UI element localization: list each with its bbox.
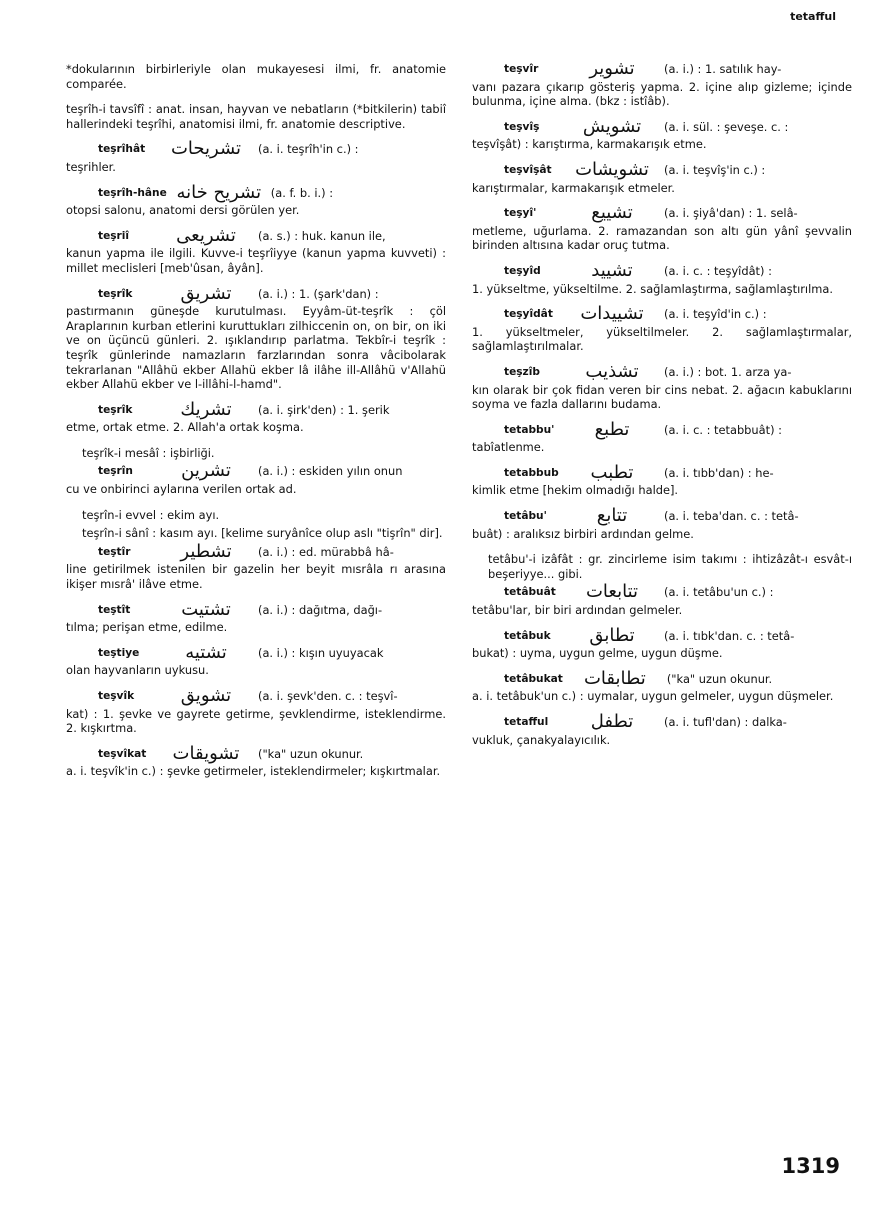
entry-arabic-script: تشويقات <box>172 742 240 764</box>
dictionary-entry <box>472 418 852 455</box>
entry-definition: vanı pazara çıkarıp gösteriş yapma. 2. içine alıp gizleme; içinde bulunma, içine alma. (bkz : istîâb). <box>472 79 852 109</box>
entry-arabic-script: تشرين <box>181 460 231 482</box>
dictionary-entry <box>472 202 852 253</box>
entry-arabic-script: تطبع <box>594 418 630 440</box>
entry-head <box>472 505 852 527</box>
entry-head <box>472 711 852 732</box>
entry-head <box>472 624 852 646</box>
dictionary-entry <box>472 461 852 498</box>
entry-arabic-script: تشذيب <box>585 360 639 382</box>
left-column <box>66 62 446 790</box>
entry-lemma: teşyîdât <box>504 308 553 321</box>
entry-definition: tetâbu'lar, bir biri ardından gelmeler. <box>472 603 683 618</box>
entry-definition: karıştırmalar, karmakarışık etmeler. <box>472 180 675 195</box>
dictionary-entry <box>66 685 446 736</box>
entry-lemma: teşrîk <box>98 403 133 416</box>
entry-arabic-script: تشويشات <box>575 158 649 180</box>
entry-head <box>472 158 852 180</box>
dictionary-entry <box>472 158 852 195</box>
dictionary-entry <box>472 58 852 109</box>
entry-arabic-script: تتابعات <box>585 581 639 603</box>
entry-head <box>472 667 852 689</box>
dictionary-entry <box>66 598 446 635</box>
entry-definition: kanun yapma ile ilgili. Kuvve-i teşrîiyye (kanun yapma kuvveti) : millet meclisleri [meb'ûsan, âyân]. <box>66 246 446 275</box>
entry-arabic-script: تشوير <box>589 58 635 79</box>
entry-definition: cu ve onbirinci aylarına verilen ortak ad. <box>66 482 297 497</box>
entry-lemma: teşvîk <box>98 690 135 702</box>
entry-grammar: (a. i. tufl'dan) : dalka- <box>664 715 787 729</box>
entry-definition: line getirilmek istenilen bir gazelin her beyit mısrâla rı arasına ikişer mısrâ' ilâve etme. <box>66 562 446 592</box>
entry-arabic-script: تشريحات <box>170 138 242 160</box>
entry-grammar: (a. i.) : kışın uyuyacak <box>258 645 384 660</box>
entry-lemma: teşriî <box>98 229 130 242</box>
entry-head <box>66 282 446 304</box>
dictionary-entry <box>472 667 852 704</box>
entry-lemma: teşrîn <box>98 465 133 478</box>
dictionary-entry <box>472 711 852 747</box>
entry-head <box>472 259 852 281</box>
entry-definition: vukluk, çanakyalayıcılık. <box>472 732 611 747</box>
entry-arabic-script: تطفل <box>590 711 634 732</box>
entry-arabic-script: تشويق <box>180 685 232 706</box>
entry-definition: kimlik etme [hekim olmadığı halde]. <box>472 483 679 498</box>
entry-arabic-script: تشريعى <box>176 224 236 246</box>
entry-definition: pastırmanın güneşde kurutulması. Eyyâm-üt-teşrîk : çöl Araplarının kurban etlerini kuruttukları zilhiccenin on, on bir, on iki ve on üçüncü günleri. 2. ışıklandırıp parlatma. Tekbîr-i teşrîk : teşrîk günlerinde namazların farzlarından sonra vâcibolarak tekrarlanan "Allâhü ekber Allahü ekber lâ ilâhe ill-Allâhü v'Allahü ekber Allahü ekber ve l-illâhi-l-hamd". <box>66 304 446 392</box>
entry-arabic-script: تشييد <box>591 259 633 281</box>
entry-head <box>66 460 446 482</box>
dictionary-entry <box>472 115 852 152</box>
entry-arabic-script: تشويش <box>582 115 642 137</box>
entry-head <box>66 742 446 764</box>
entry-definition: bukat) : uyma, uygun gelme, uygun düşme. <box>472 646 723 661</box>
entry-head <box>472 58 852 79</box>
entry-head <box>472 360 852 382</box>
entry-definition: olan hayvanların uykusu. <box>66 663 209 678</box>
dictionary-entry <box>472 552 852 581</box>
dictionary-entry <box>66 282 446 392</box>
entry-lemma: teşvîr <box>504 63 539 75</box>
running-head: tetafful <box>790 10 836 23</box>
entry-lemma: tetafful <box>504 716 549 728</box>
entry-definition: kın olarak bir çok fidan veren bir cins nebat. 2. ağacın kabuklarını soyma ve fazla dallarını budama. <box>472 382 852 412</box>
dictionary-entry <box>66 460 446 497</box>
dictionary-entry <box>66 398 446 435</box>
entry-grammar: (a. i. c. : tetabbuât) : <box>664 422 782 437</box>
entry-lemma: tetâbuk <box>504 629 551 642</box>
entry-lemma: tetâbu' <box>504 510 547 523</box>
dictionary-entry <box>66 742 446 779</box>
entry-arabic-script: تشريح خانه <box>176 181 262 203</box>
entry-lemma: teşvîkat <box>98 747 147 760</box>
entry-grammar: (a. i. teşrîh'in c.) : <box>258 142 359 157</box>
entry-lemma: teşvîşât <box>504 163 552 176</box>
entry-lemma: teşrîk <box>98 287 133 300</box>
entry-head <box>66 138 446 160</box>
dictionary-entry <box>66 224 446 276</box>
entry-grammar: (a. i.) : bot. 1. arza ya- <box>664 364 792 379</box>
dictionary-entry <box>66 446 446 461</box>
sub-entry: teşrîn-i evvel : ekim ayı. <box>82 507 220 522</box>
entry-lemma: teşrîh-hâne <box>98 186 167 199</box>
entry-head <box>472 303 852 325</box>
entry-arabic-script: تشطير <box>180 540 232 562</box>
entry-definition: metleme, uğurlama. 2. ramazandan son altı gün yânî şevvalin birinden altısına kadar oruç tutma. <box>472 223 852 253</box>
entry-grammar: (a. i.) : ed. mürabbâ hâ- <box>258 544 394 559</box>
entry-lemma: tetabbu' <box>504 423 555 436</box>
entry-head <box>66 224 446 246</box>
entry-grammar: (a. i.) : dağıtma, dağı- <box>258 602 383 617</box>
sub-entry-teshrih-i-tavsifi: teşrîh-i tavsîfî : anat. insan, hayvan ve nebatların (*bitkilerin) tabiî hallerindeki teşrîhi, anatomisi ilmi, fr. anatomie descriptive. <box>66 102 446 131</box>
entry-grammar: (a. i. tıbk'dan. c. : tetâ- <box>664 628 795 643</box>
continued-text: *dokularının birbirleriyle olan mukayesesi ilmi, fr. anatomie comparée. <box>66 62 446 91</box>
entry-arabic-script: تشريق <box>180 282 232 304</box>
dictionary-entry <box>66 181 446 218</box>
entry-lemma: teştîr <box>98 545 131 558</box>
entry-arabic-script: تشييدات <box>580 303 644 325</box>
entry-head <box>66 540 446 562</box>
entry-lemma: tetâbuât <box>504 586 556 599</box>
entry-head <box>66 598 446 620</box>
entry-arabic-script: تشتيت <box>181 598 231 620</box>
sub-entry: teşrîk-i mesâî : işbirliği. <box>82 445 215 460</box>
dictionary-entry <box>472 303 852 354</box>
dictionary-entry <box>66 508 446 523</box>
entry-arabic-script: تتابع <box>596 505 628 527</box>
entry-arabic-script: تطابق <box>589 624 635 646</box>
entry-lemma: teştiye <box>98 646 140 659</box>
entry-lemma: teşzîb <box>504 365 540 378</box>
entry-definition: 1. yükseltme, yükseltilme. 2. sağlamlaştırma, sağlamlaştırılma. <box>472 281 833 296</box>
entry-definition: a. i. teşvîk'in c.) : şevke getirmeler, isteklendirmeler; kışkırtmalar. <box>66 764 441 779</box>
entry-arabic-script: تطبب <box>590 461 634 483</box>
entry-grammar: (a. i. c. : teşyîdât) : <box>664 263 772 278</box>
entry-lemma: teşyî' <box>504 207 537 220</box>
sub-entry: teşrîn-i sânî : kasım ayı. [kelime suryânîce olup aslı "tişrîn" dir]. <box>82 526 443 541</box>
entry-grammar: (a. f. b. i.) : <box>270 185 334 200</box>
dictionary-entry <box>66 540 446 592</box>
entry-grammar: ("ka" uzun okunur. <box>258 746 364 761</box>
entry-definition: buât) : aralıksız birbiri ardından gelme. <box>472 526 694 541</box>
entry-head <box>66 181 446 203</box>
entry-definition: teşrihler. <box>66 159 116 174</box>
dictionary-entry <box>472 581 852 618</box>
entry-arabic-script: تشييع <box>591 202 633 224</box>
entry-lemma: tetâbukat <box>504 672 563 685</box>
entry-definition: teşvîşât) : karıştırma, karmakarışık etme. <box>472 137 707 152</box>
entry-head <box>66 398 446 420</box>
entry-head <box>66 685 446 706</box>
entry-grammar: (a. i. tetâbu'un c.) : <box>664 585 774 600</box>
entry-head <box>66 641 446 663</box>
entry-grammar: (a. i. teba'dan. c. : tetâ- <box>664 509 799 524</box>
dictionary-entry <box>66 138 446 174</box>
entry-head <box>472 115 852 137</box>
sub-entry: tetâbu'-i izâfât : gr. zincirleme isim takımı : ihtizâzât-ı esvât-ı beşeriyye... gibi. <box>488 552 852 581</box>
dictionary-entry <box>472 505 852 541</box>
entry-arabic-script: تطابقات <box>583 667 646 689</box>
dictionary-entry <box>66 526 446 541</box>
entry-grammar: (a. i. teşyîd'in c.) : <box>664 307 767 322</box>
dictionary-entry <box>66 641 446 678</box>
entry-definition: tabîatlenme. <box>472 440 545 455</box>
entry-grammar: (a. i.) : eskiden yılın onun <box>258 464 403 479</box>
entry-arabic-script: تشتيه <box>185 641 227 663</box>
page-number: 1319 <box>781 1154 840 1178</box>
dictionary-entry <box>472 259 852 296</box>
entry-definition: otopsi salonu, anatomi dersi görülen yer. <box>66 203 300 218</box>
entry-arabic-script: تشريك <box>180 398 232 420</box>
entry-lemma: teşyîd <box>504 264 541 277</box>
entry-head <box>472 202 852 224</box>
entry-head <box>472 461 852 483</box>
entry-lemma: teşvîş <box>504 120 540 133</box>
entry-lemma: teştît <box>98 603 131 616</box>
entry-grammar: (a. i. sül. : şeveşe. c. : <box>664 119 789 134</box>
entry-definition: kat) : 1. şevke ve gayrete getirme, şevklendirme, isteklendirme. 2. kışkırtma. <box>66 706 446 736</box>
entry-grammar: (a. s.) : huk. kanun ile, <box>258 228 386 243</box>
entry-grammar: (a. i. tıbb'dan) : he- <box>664 465 774 480</box>
entry-grammar: (a. i. şirk'den) : 1. şerik <box>258 402 390 417</box>
entry-head <box>472 418 852 440</box>
entry-definition: a. i. tetâbuk'un c.) : uymalar, uygun gelmeler, uygun düşmeler. <box>472 689 834 704</box>
entry-grammar: ("ka" uzun okunur. <box>666 671 773 686</box>
entry-grammar: (a. i. şiyâ'dan) : 1. selâ- <box>664 206 798 221</box>
entry-definition: etme, ortak etme. 2. Allah'a ortak koşma. <box>66 420 304 435</box>
entry-grammar: (a. i.) : 1. satılık hay- <box>664 62 782 76</box>
entry-lemma: teşrîhât <box>98 143 146 156</box>
entry-lemma: tetabbub <box>504 466 559 479</box>
dictionary-entry <box>472 360 852 412</box>
entry-grammar: (a. i. teşvîş'in c.) : <box>664 162 766 177</box>
entry-definition: tılma; perişan etme, edilme. <box>66 620 228 635</box>
right-column <box>472 58 852 758</box>
entry-head <box>472 581 852 603</box>
entry-definition: 1. yükseltmeler, yükseltilmeler. 2. sağlamlaştırmalar, sağlamlaştırılmalar. <box>472 324 852 354</box>
entry-grammar: (a. i.) : 1. (şark'dan) : <box>258 286 379 301</box>
dictionary-entry <box>472 624 852 661</box>
entry-grammar: (a. i. şevk'den. c. : teşvî- <box>258 689 398 703</box>
